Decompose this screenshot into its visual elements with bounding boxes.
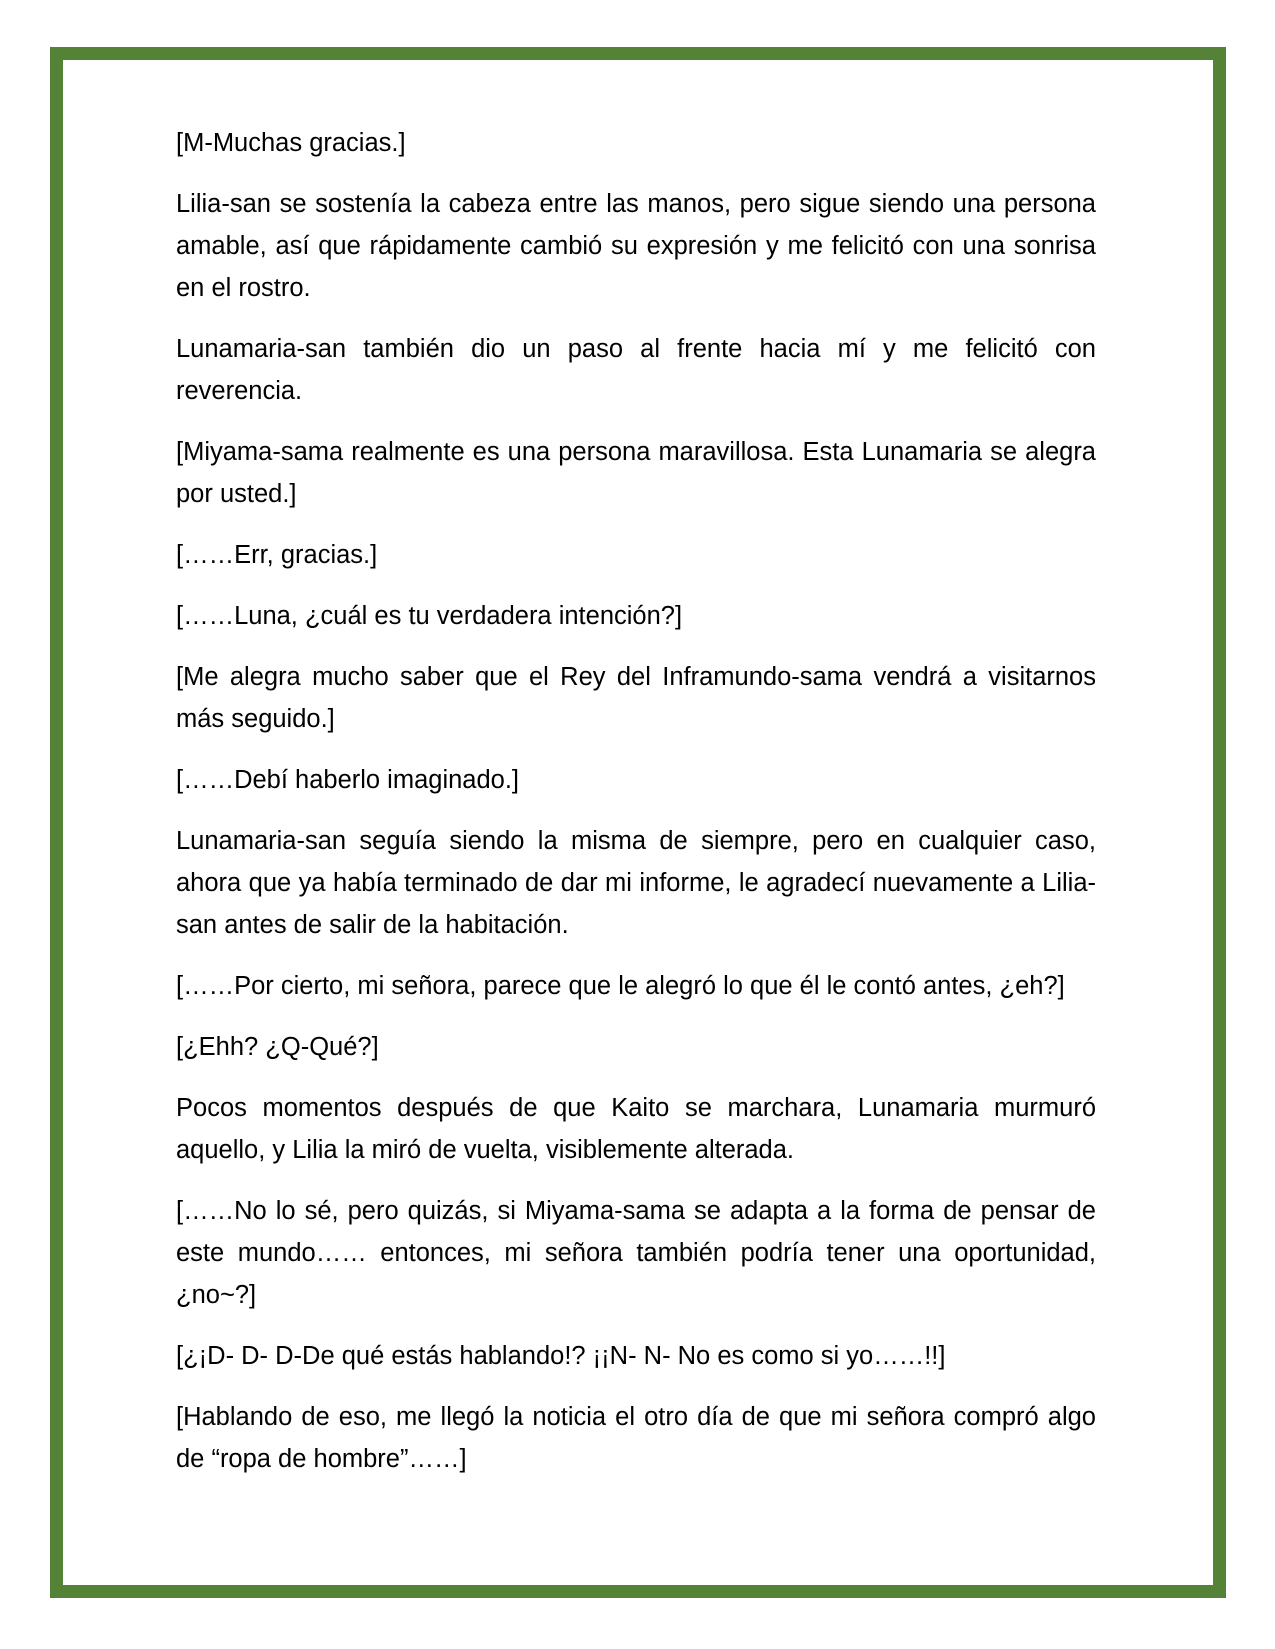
paragraph-dialogue: [……Debí haberlo imaginado.]	[176, 766, 520, 794]
paragraph-narration: Lunamaria-san seguía siendo la misma de siempre, pero en cualquier caso, ahora que ya había terminado de dar mi informe, le agradecí nuevamente a Lilia-san antes de salir de la habitación.	[176, 827, 1096, 939]
document-content	[63, 60, 1213, 1585]
paragraph-dialogue: [Hablando de eso, me llegó la noticia el otro día de que mi señora compró algo de “ropa de hombre”……]	[176, 1403, 1096, 1473]
paragraph-dialogue: [M-Muchas gracias.]	[176, 129, 406, 157]
paragraph-narration: Pocos momentos después de que Kaito se marchara, Lunamaria murmuró aquello, y Lilia la miró de vuelta, visiblemente alterada.	[176, 1094, 1096, 1164]
paragraph-dialogue: [……Por cierto, mi señora, parece que le alegró lo que él le contó antes, ¿eh?]	[176, 972, 1065, 1000]
paragraph-dialogue: [¿¡D- D- D-De qué estás hablando!? ¡¡N- N- No es como si yo……!!]	[176, 1342, 946, 1370]
paragraph-dialogue: [……No lo sé, pero quizás, si Miyama-sama se adapta a la forma de pensar de este mundo…… entonces, mi señora también podría tener una oportunidad, ¿no~?]	[176, 1197, 1096, 1309]
paragraph-narration: Lilia-san se sostenía la cabeza entre las manos, pero sigue siendo una persona amable, así que rápidamente cambió su expresión y me felicitó con una sonrisa en el rostro.	[176, 190, 1096, 302]
paragraph-dialogue: [Miyama-sama realmente es una persona maravillosa. Esta Lunamaria se alegra por usted.]	[176, 438, 1096, 508]
page-border-frame	[50, 47, 1226, 1598]
paragraph-dialogue: [……Luna, ¿cuál es tu verdadera intención?]	[176, 602, 683, 630]
paragraph-narration: Lunamaria-san también dio un paso al frente hacia mí y me felicitó con reverencia.	[176, 335, 1096, 405]
paragraph-dialogue: [¿Ehh? ¿Q-Qué?]	[176, 1033, 379, 1061]
paragraph-dialogue: [Me alegra mucho saber que el Rey del Inframundo-sama vendrá a visitarnos más seguido.]	[176, 663, 1096, 733]
paragraph-dialogue: [……Err, gracias.]	[176, 541, 378, 569]
